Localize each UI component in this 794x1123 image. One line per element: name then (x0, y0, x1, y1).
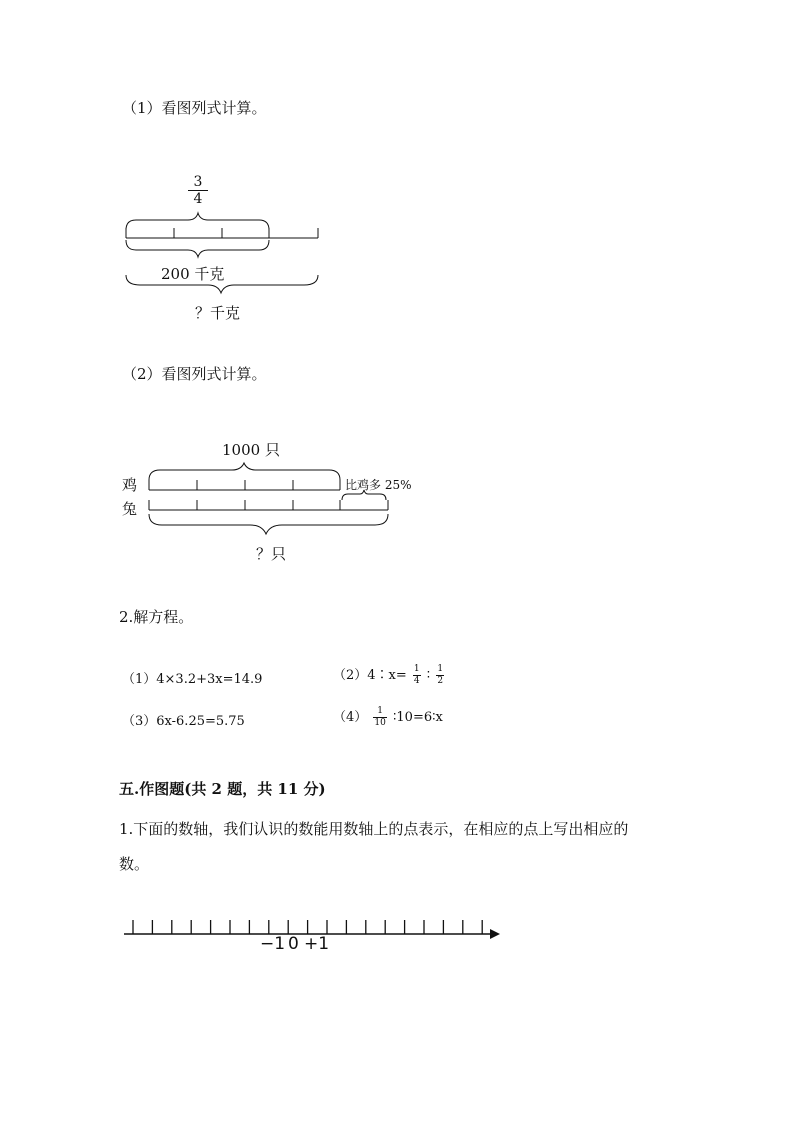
equation-2-fraction-1-num: 1 (413, 664, 420, 674)
equation-2 (333, 664, 446, 688)
q2-label-chicken: 鸡 (122, 476, 138, 494)
number-line-ticks (133, 920, 482, 934)
q1-title: （1）看图列式计算。 (122, 99, 267, 117)
q2-label-more: 比鸡多 25% (345, 478, 412, 492)
equation-2-fraction-2-num: 1 (437, 664, 444, 674)
q1-top-brace (126, 213, 269, 230)
q1-mid-brace (126, 240, 269, 257)
q1-fraction-denominator: 4 (188, 190, 208, 207)
equation-4-fraction (373, 706, 386, 729)
q2-label-1000: 1000 只 (222, 441, 280, 459)
equation-2-separator: ∶ (426, 668, 431, 683)
q1-label-question: ？千克 (195, 304, 241, 322)
q2-title: （2）看图列式计算。 (122, 365, 267, 383)
q2-top-brace (149, 463, 340, 480)
section5-q1-line2: 数。 (119, 855, 150, 873)
equation-2-fraction-1-den: 4 (413, 676, 420, 686)
equation-4-suffix: ∶10=6∶x (393, 710, 443, 725)
equation-1: （1）4×3.2+3x=14.9 (122, 672, 263, 687)
q1-label-200: 200 千克 (161, 265, 225, 283)
section5-heading: 五.作图题(共 2 题，共 11 分) (119, 780, 326, 798)
equation-3: （3）6x-6.25=5.75 (122, 714, 245, 729)
equation-2-prefix: （2）4∶x= (333, 668, 407, 683)
axis-label-zero: 0 (288, 934, 299, 954)
q2-bottom-brace (149, 514, 388, 534)
equation-4 (333, 706, 443, 730)
number-line-arrow (490, 929, 500, 939)
q1-fraction-numerator: 3 (193, 174, 203, 190)
section5-q1-line1: 1.下面的数轴，我们认识的数能用数轴上的点表示，在相应的点上写出相应的 (119, 820, 629, 838)
q2-label-rabbit: 兔 (122, 500, 138, 518)
equation-2-fraction-2 (436, 664, 444, 687)
equation-4-prefix: （4） (333, 710, 368, 725)
equation-2-fraction-1 (413, 664, 421, 687)
equation-4-fraction-num: 1 (373, 706, 386, 718)
q2-label-question: ？只 (256, 545, 287, 563)
equation-4-fraction-den: 10 (374, 718, 386, 728)
axis-label-minus-one: −1 (260, 934, 286, 954)
axis-label-plus-one: +1 (304, 934, 330, 954)
equation-2-fraction-2-den: 2 (437, 676, 444, 686)
section2-title: 2.解方程。 (119, 608, 194, 626)
